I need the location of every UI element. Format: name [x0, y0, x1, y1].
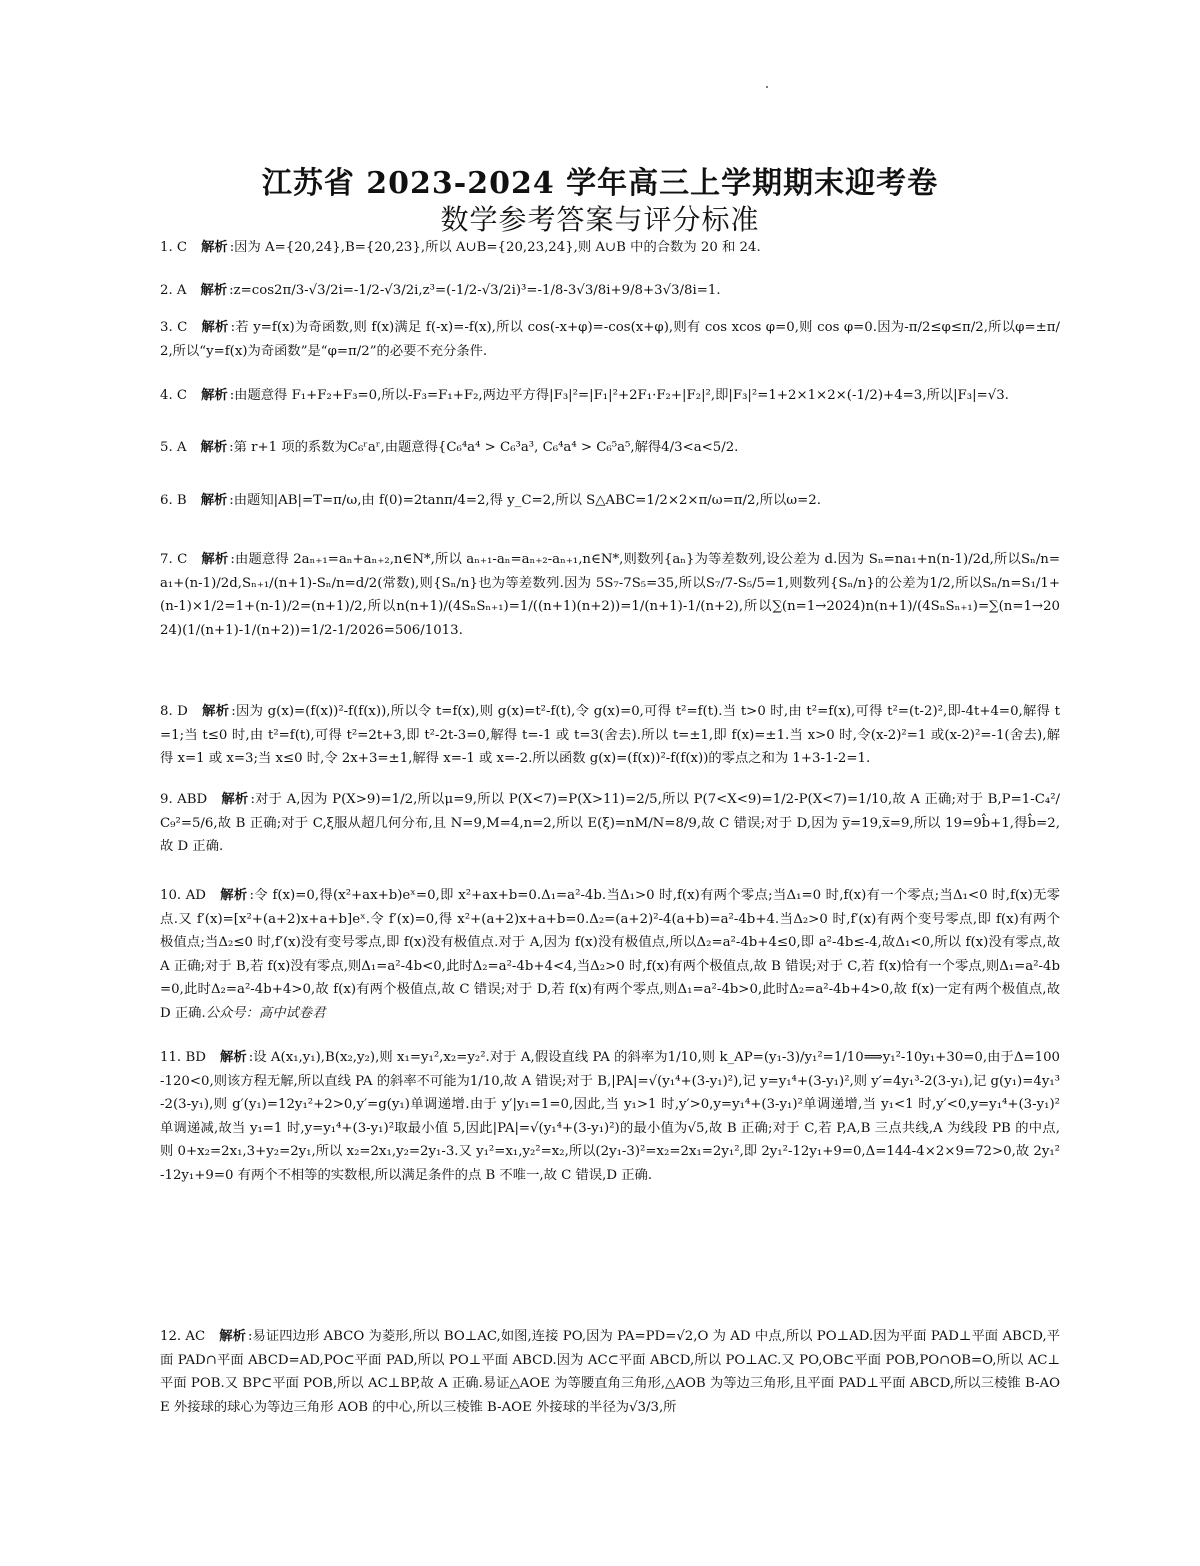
answer-number: 4. C	[160, 388, 188, 403]
answer-number: 2. A	[160, 283, 187, 298]
answer-text: :若 y=f(x)为奇函数,则 f(x)满足 f(-x)=-f(x),所以 cos(-x+φ)=-cos(x+φ),则有 cos xcos φ=0,则 cos φ=0.因为-π/2≤φ≤π/2,所以φ=±π/2,所以“y=f(x)为奇函数”是“φ=π/2”的必要不充分条件.	[160, 320, 1060, 359]
answer-number: 5. A	[160, 440, 187, 455]
answer-item-7	[160, 548, 1060, 642]
exam-title: 江苏省 2023-2024 学年高三上学期期末迎考卷	[261, 166, 939, 201]
jiexi-label: 解析	[221, 792, 249, 807]
watermark-note: 公众号：高中试卷君	[205, 1005, 326, 1021]
answer-text: :由题意得 F₁+F₂+F₃=0,所以-F₃=F₁+F₂,两边平方得|F₃|²=|F₁|²+2F₁·F₂+|F₂|²,即|F₃|²=1+2×1×2×(-1/2)+4=3,所以|F₃|=√3.	[229, 388, 1009, 403]
jiexi-label: 解析	[219, 888, 248, 903]
answer-item-9	[160, 788, 1060, 859]
jiexi-label: 解析	[201, 240, 228, 255]
jiexi-label: 解析	[200, 283, 228, 298]
answer-text: :第 r+1 项的系数为C₆ʳaʳ,由题意得{C₆⁴a⁴ > C₆³a³, C₆⁴a⁴ > C₆⁵a⁵,解得4/3<a<5/2.	[229, 440, 739, 455]
answer-text: :因为 g(x)=(f(x))²-f(f(x)),所以令 t=f(x),则 g(x)=t²-f(t),令 g(x)=0,可得 t²=f(t).当 t>0 时,由 t²=f(x),可得 t²=(t-2)²,即-4t+4=0,解得 t=1;当 t≤0 时,由 t²=f(t),可得 t²=2t+3,即 t²-2t-3=0,解得 t=-1 或 t=3(舍去).所以 t=±1,即 f(x)=±1.当 x>0 时,令(x-2)²=1 或(x-2)²=-1(舍去),解得 x=1 或 x=3;当 x≤0 时,令 2x+3=±1,解得 x=-1 或 x=-2.所以函数 g(x)=(f(x))²-f(f(x))的零点之和为 1+3-1-2=1.	[160, 704, 1060, 766]
answer-item-3	[160, 316, 1060, 363]
answer-number: 9. ABD	[160, 792, 208, 807]
answer-number: 1. C	[160, 240, 188, 255]
jiexi-label: 解析	[201, 704, 230, 719]
answer-item-12	[160, 1325, 1060, 1419]
answer-item-1	[160, 236, 1060, 260]
answer-number: 6. B	[160, 493, 187, 508]
jiexi-label: 解析	[200, 440, 228, 455]
jiexi-label: 解析	[201, 552, 229, 567]
answer-number: 3. C	[160, 320, 188, 335]
answer-text: :z=cos2π/3-√3/2i=-1/2-√3/2i,z³=(-1/2-√3/2i)³=-1/8-3√3/8i+9/8+3√3/8i=1.	[229, 283, 721, 298]
jiexi-label: 解析	[201, 388, 228, 403]
answer-item-2	[160, 279, 1060, 303]
answer-number: 11. BD	[160, 1050, 206, 1065]
answer-item-11	[160, 1046, 1060, 1187]
exam-subtitle: 数学参考答案与评分标准	[440, 203, 760, 236]
answer-number: 10. AD	[160, 888, 206, 903]
answer-text: :因为 A={20,24},B={20,23},所以 A∪B={20,23,24},则 A∪B 中的合数为 20 和 24.	[229, 240, 761, 255]
jiexi-label: 解析	[201, 320, 229, 335]
answer-number: 8. D	[160, 704, 188, 719]
answer-item-8	[160, 700, 1060, 771]
jiexi-label: 解析	[219, 1050, 247, 1065]
answer-text: :令 f(x)=0,得(x²+ax+b)eˣ=0,即 x²+ax+b=0.Δ₁=a²-4b.当Δ₁>0 时,f(x)有两个零点;当Δ₁=0 时,f(x)有一个零点;当Δ₁<0 时,f(x)无零点.又 f′(x)=[x²+(a+2)x+a+b]eˣ.令 f′(x)=0,得 x²+(a+2)x+a+b=0.Δ₂=(a+2)²-4(a+b)=a²-4b+4.当Δ₂>0 时,f′(x)有两个变号零点,即 f(x)有两个极值点;当Δ₂≤0 时,f′(x)没有变号零点,即 f(x)没有极值点.对于 A,因为 f(x)没有极值点,所以Δ₂=a²-4b+4≤0,即 a²-4b≤-4,故Δ₁<0,所以 f(x)没有零点,故 A 正确;对于 B,若 f(x)没有零点,则Δ₁=a²-4b<0,此时Δ₂=a²-4b+4<4,当Δ₂>0 时,f(x)有两个极值点,故 B 错误;对于 C,若 f(x)恰有一个零点,则Δ₁=a²-4b=0,此时Δ₂=a²-4b+4>0,故 f(x)有两个极值点,故 C 错误;对于 D,若 f(x)有两个零点,则Δ₁=a²-4b>0,此时Δ₂=a²-4b+4>0,故 f(x)一定有两个极值点,故 D 正确.	[160, 888, 1060, 1021]
jiexi-label: 解析	[200, 493, 228, 508]
answer-item-4	[160, 384, 1060, 408]
page-speck	[766, 86, 768, 88]
answer-text: :对于 A,因为 P(X>9)=1/2,所以μ=9,所以 P(X<7)=P(X>11)=2/5,所以 P(7<X<9)=1/2-P(X<7)=1/10,故 A 正确;对于 B,P=1-C₄²/C₉²=5/6,故 B 正确;对于 C,ξ服从超几何分布,且 N=9,M=4,n=2,所以 E(ξ)=nM/N=8/9,故 C 错误;对于 D,因为 y̅=19,x̅=9,所以 19=9b̂+1,得b̂=2,故 D 正确.	[160, 792, 1061, 854]
answer-item-6	[160, 489, 1060, 513]
jiexi-label: 解析	[219, 1329, 246, 1344]
answer-text: :设 A(x₁,y₁),B(x₂,y₂),则 x₁=y₁²,x₂=y₂².对于 A,假设直线 PA 的斜率为1/10,则 k_AP=(y₁-3)/y₁²=1/10⟹y₁²-10y₁+30=0,由于Δ=100-120<0,则该方程无解,所以直线 PA 的斜率不可能为1/10,故 A 错误;对于 B,|PA|=√(y₁⁴+(3-y₁)²),记 y=y₁⁴+(3-y₁)²,则 y′=4y₁³-2(3-y₁),记 g(y₁)=4y₁³-2(3-y₁),则 g′(y₁)=12y₁²+2>0,y′=g(y₁)单调递增.由于 y′|y₁=1=0,因此,当 y₁>1 时,y′>0,y=y₁⁴+(3-y₁)²单调递增,当 y₁<1 时,y′<0,y=y₁⁴+(3-y₁)²单调递减,故当 y₁=1 时,y=y₁⁴+(3-y₁)²取最小值 5,因此|PA|=√(y₁⁴+(3-y₁)²)的最小值为√5,故 B 正确;对于 C,若 P,A,B 三点共线,A 为线段 PB 的中点,则 0+x₂=2x₁,3+y₂=2y₁,所以 x₂=2x₁,y₂=2y₁-3.又 y₁²=x₁,y₂²=x₂,所以(2y₁-3)²=x₂=2x₁=2y₁²,即 2y₁²-12y₁+9=0,Δ=144-4×2×9=72>0,故 2y₁²-12y₁+9=0 有两个不相等的实数根,所以满足条件的点 B 不唯一,故 C 错误,D 正确.	[160, 1050, 1060, 1183]
answer-text: :由题意得 2aₙ₊₁=aₙ+aₙ₊₂,n∈N*,所以 aₙ₊₁-aₙ=aₙ₊₂-aₙ₊₁,n∈N*,则数列{aₙ}为等差数列,设公差为 d.因为 Sₙ=na₁+n(n-1)/2d,所以Sₙ/n=a₁+(n-1)/2d,Sₙ₊₁/(n+1)-Sₙ/n=d/2(常数),则{Sₙ/n}也为等差数列.因为 5S₇-7S₅=35,所以S₇/7-S₅/5=1,则数列{Sₙ/n}的公差为1/2,所以Sₙ/n=S₁/1+(n-1)×1/2=1+(n-1)/2=(n+1)/2,所以n(n+1)/(4SₙSₙ₊₁)=1/((n+1)(n+2))=1/(n+1)-1/(n+2),所以∑(n=1→2024)n(n+1)/(4SₙSₙ₊₁)=∑(n=1→2024)(1/(n+1)-1/(n+2))=1/2-1/2026=506/1013.	[160, 552, 1060, 638]
answer-text: :易证四边形 ABCO 为菱形,所以 BO⊥AC,如图,连接 PO,因为 PA=PD=√2,O 为 AD 中点,所以 PO⊥AD.因为平面 PAD⊥平面 ABCD,平面 PAD∩平面 ABCD=AD,PO⊂平面 PAD,所以 PO⊥平面 ABCD.因为 AC⊂平面 ABCD,所以 PO⊥AC.又 PO,OB⊂平面 POB,PO∩OB=O,所以 AC⊥平面 POB.又 BP⊂平面 POB,所以 AC⊥BP,故 A 正确.易证△AOE 为等腰直角三角形,△AOB 为等边三角形,且平面 PAD⊥平面 ABCD,所以三棱锥 B-AOE 外接球的球心为等边三角形 AOB 的中心,所以三棱锥 B-AOE 外接球的半径为√3/3,所	[160, 1329, 1060, 1415]
answer-text: :由题知|AB|=T=π/ω,由 f(0)=2tanπ/4=2,得 y_C=2,所以 S△ABC=1/2×2×π/ω=π/2,所以ω=2.	[229, 493, 821, 508]
answer-number: 7. C	[160, 552, 188, 567]
answer-item-10	[160, 884, 1060, 1025]
answer-number: 12. AC	[160, 1329, 206, 1344]
answer-item-5	[160, 436, 1060, 460]
